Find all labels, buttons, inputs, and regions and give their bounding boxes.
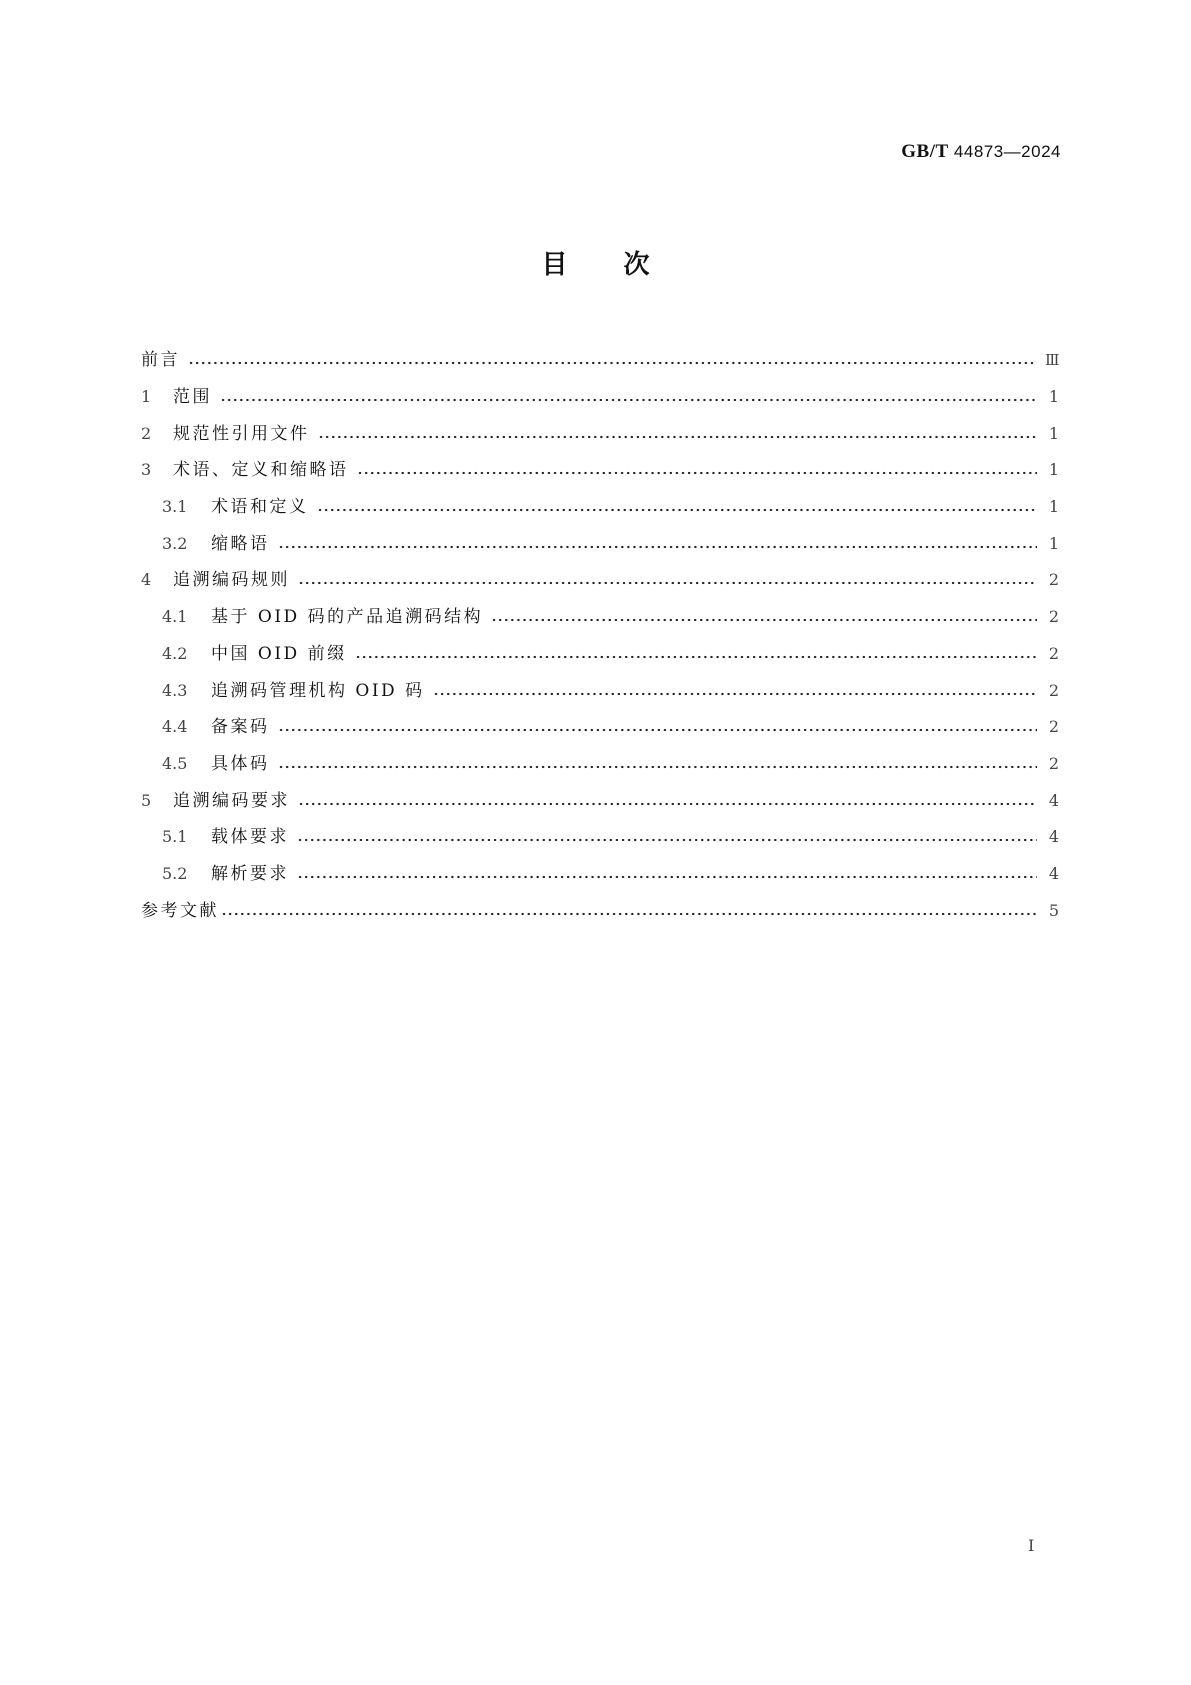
- toc-entry-4-2[interactable]: [141, 636, 1059, 673]
- dot-leader: [298, 581, 1037, 585]
- dot-leader: [317, 508, 1038, 512]
- toc-entry-4[interactable]: [141, 562, 1059, 599]
- toc-entry-5[interactable]: [141, 782, 1059, 819]
- toc-page: 1: [1048, 497, 1059, 517]
- dot-leader: [278, 728, 1038, 732]
- toc-entry-4-5[interactable]: [141, 746, 1059, 783]
- toc-number: 5.1: [162, 827, 188, 847]
- dot-leader: [318, 435, 1038, 439]
- toc-page: 4: [1048, 827, 1059, 847]
- toc-number: 5.2: [162, 863, 188, 883]
- toc-label: 解析要求: [211, 863, 289, 884]
- toc-number: 4: [141, 570, 152, 590]
- toc-label: 追溯码管理机构 OID 码: [211, 680, 425, 701]
- toc-page: 2: [1048, 753, 1059, 773]
- standard-code: [901, 141, 1061, 163]
- dot-leader: [433, 692, 1037, 696]
- toc-page: 1: [1048, 460, 1059, 480]
- toc-number: 1: [141, 387, 152, 407]
- toc-entry-3[interactable]: [141, 452, 1059, 489]
- toc-label: 追溯编码要求: [173, 790, 290, 811]
- toc-entry-3-2[interactable]: [141, 525, 1059, 562]
- toc-label: 中国 OID 前缀: [211, 643, 347, 664]
- toc-label: 术语和定义: [211, 497, 309, 518]
- toc-page: 1: [1048, 387, 1059, 407]
- toc-number: 4.3: [162, 680, 188, 700]
- dot-leader: [491, 618, 1037, 622]
- toc-number: 4.4: [162, 717, 188, 737]
- toc-entry-4-3[interactable]: [141, 672, 1059, 709]
- toc-entry-4-1[interactable]: [141, 599, 1059, 636]
- toc-page: 5: [1048, 900, 1059, 920]
- toc-entry-foreword[interactable]: [141, 342, 1059, 379]
- page-number: I: [1028, 1536, 1035, 1555]
- toc-number: 3.2: [162, 533, 188, 553]
- dot-leader: [357, 471, 1038, 475]
- dot-leader: [298, 802, 1037, 806]
- toc-label: 前言: [141, 350, 180, 371]
- toc-label: 规范性引用文件: [173, 423, 310, 444]
- toc-entry-4-4[interactable]: [141, 709, 1059, 746]
- toc-label: 参考文献: [141, 900, 219, 921]
- dot-leader: [220, 398, 1037, 402]
- toc-number: 4.2: [162, 643, 188, 663]
- toc-page: 2: [1048, 717, 1059, 737]
- toc-number: 5: [141, 790, 152, 810]
- toc-page: 4: [1048, 790, 1059, 810]
- dot-leader: [278, 765, 1038, 769]
- title-char-2: 次: [623, 250, 650, 280]
- dot-leader: [278, 545, 1038, 549]
- toc-page: 2: [1048, 680, 1059, 700]
- toc-number: 4.1: [162, 607, 188, 627]
- page-title: [0, 244, 1191, 281]
- toc-number: 2: [141, 423, 152, 443]
- toc-entry-3-1[interactable]: [141, 489, 1059, 526]
- dot-leader: [188, 361, 1037, 365]
- toc-entry-2[interactable]: [141, 415, 1059, 452]
- toc-label: 范围: [173, 387, 212, 408]
- dot-leader: [297, 838, 1037, 842]
- toc-number: 3: [141, 460, 152, 480]
- toc-entry-1[interactable]: [141, 379, 1059, 416]
- toc-number: 4.5: [162, 753, 188, 773]
- dot-leader: [297, 875, 1037, 879]
- toc-label: 备案码: [211, 717, 270, 738]
- dot-leader: [355, 655, 1037, 659]
- toc-page: 4: [1048, 863, 1059, 883]
- title-char-1: 目: [541, 250, 568, 280]
- toc-page: 2: [1048, 643, 1059, 663]
- toc-entry-bibliography[interactable]: [141, 892, 1059, 929]
- toc-page: 1: [1048, 533, 1059, 553]
- dot-leader: [221, 912, 1037, 916]
- toc-label: 术语、定义和缩略语: [173, 460, 349, 481]
- toc-label: 追溯编码规则: [173, 570, 290, 591]
- toc-entry-5-2[interactable]: [141, 856, 1059, 893]
- toc-entry-5-1[interactable]: [141, 819, 1059, 856]
- toc-label: 载体要求: [211, 827, 289, 848]
- toc-page: 2: [1048, 607, 1059, 627]
- toc-label: 具体码: [211, 753, 270, 774]
- toc-number: 3.1: [162, 497, 188, 517]
- toc-label: 基于 OID 码的产品追溯码结构: [211, 607, 484, 628]
- toc-page: 2: [1048, 570, 1059, 590]
- toc-label: 缩略语: [211, 533, 270, 554]
- toc-page: Ⅲ: [1045, 351, 1060, 370]
- standard-prefix: GB/T: [901, 141, 949, 162]
- table-of-contents: [141, 342, 1059, 929]
- toc-page: 1: [1048, 423, 1059, 443]
- standard-number: 44873—2024: [953, 142, 1061, 161]
